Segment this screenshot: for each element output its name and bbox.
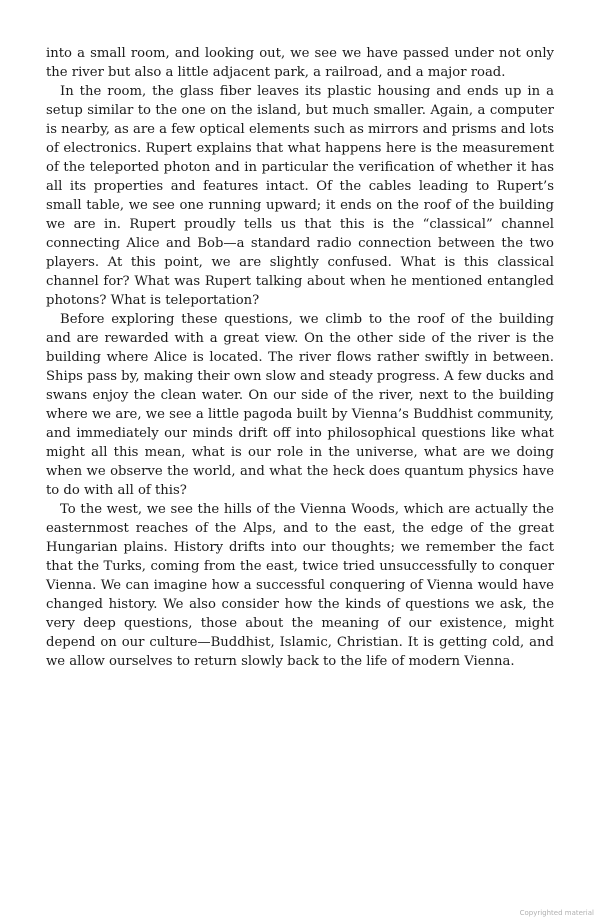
paragraph-1: into a small room, and looking out, we see we have passed under not only the river but also a little adjacent park, a railroad, and a major road. bbox=[46, 46, 554, 80]
paragraph-4: To the west, we see the hills of the Vienna Woods, which are actually the easternmost reaches of the Alps, and to the east, the edge of the great Hungarian plains. History drifts into our thoughts; we remember the fact that the Turks, coming from the east, twice tried unsuccessfully to conquer Vienna. We can imagine how a successful conquering of Vienna would have changed history. We also consider how the kinds of questions we ask, the very deep questions, those about the meaning of our existence, might depend on our culture—Buddhist, Islamic, Christian. It is getting cold, and we allow ourselves to return slowly back to the life of modern Vienna. bbox=[46, 502, 554, 669]
paragraph-2: In the room, the glass fiber leaves its plastic housing and ends up in a setup similar to the one on the island, but much smaller. Again, a computer is nearby, as are a few optical elements such as mirrors and prisms and lots of electronics. Rupert explains that what happens here is the measurement of the teleported photon and in particular the verification of whether it has all its properties and features intact. Of the cables leading to Rupert’s small table, we see one running upward; it ends on the roof of the building we are in. Rupert proudly tells us that this is the “classical” channel connecting Alice and Bob—a standard radio connection between the two players. At this point, we are slightly confused. What is this classical channel for? What was Rupert talking about when he mentioned entangled photons? What is teleportation? bbox=[46, 84, 554, 308]
copyright-watermark: Copyrighted material bbox=[519, 909, 594, 917]
page-body bbox=[46, 44, 554, 671]
paragraph-3: Before exploring these questions, we climb to the roof of the building and are rewarded with a great view. On the other side of the river is the building where Alice is located. The river flows rather swiftly in between. Ships pass by, making their own slow and steady progress. A few ducks and swans enjoy the clean water. On our side of the river, next to the building where we are, we see a little pagoda built by Vienna’s Buddhist community, and immediately our minds drift off into philosophical questions like what might all this mean, what is our role in the universe, what are we doing when we observe the world, and what the heck does quantum physics have to do with all of this? bbox=[46, 312, 554, 498]
